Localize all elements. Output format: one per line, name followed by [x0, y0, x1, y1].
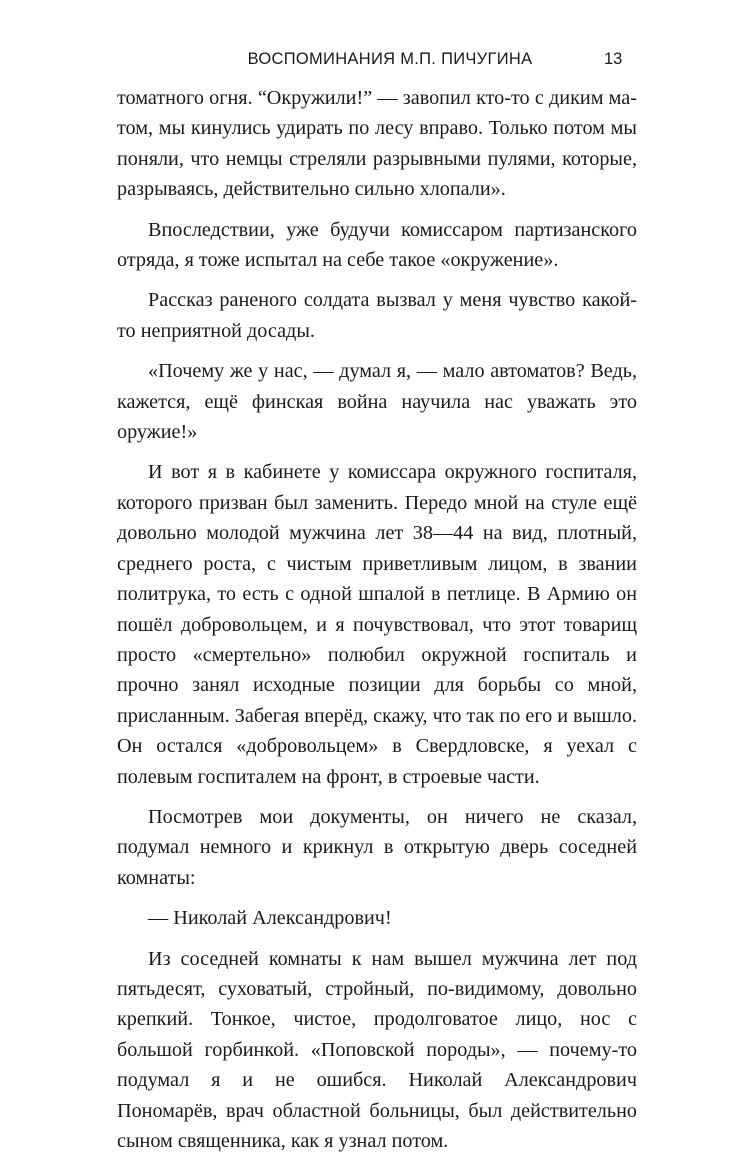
paragraph-quote: «Почему же у нас, — думал я, — мало автоматов? Ведь, кажется, ещё финская война научила нас уважать это оружие!» [117, 360, 637, 444]
paragraph: Впоследствии, уже будучи комиссаром партизанского отряда, я тоже испытал на себе такое «окружение». [117, 218, 637, 272]
paragraph: Рассказ раненого солдата вызвал у меня чувство какой-то неприятной досады. [117, 289, 637, 342]
paragraph: Из соседней комнаты к нам вышел мужчина лет под пятьдесят, суховатый, стройный, по-видимому, довольно крепкий. Тонкое, чистое, продолговатое лицо, нос с большой горбинкой. «Поповской породы», — почему-то подумал я и не ошибся. Николай Александрович Пономарёв, врач областной больницы, был действительно сыном священника, как я узнал потом. [117, 947, 637, 1152]
paragraph: И вот я в кабинете у комиссара окружного госпиталя, которого призван был заменить. Передо мной на стуле ещё довольно молодой мужчина лет 38—44 на вид, плотный, среднего роста, с чистым приветливым лицом, в звании политрука, то есть с одной шпалой в петлице. В Армию он пошёл добровольцем, и я почувствовал, что этот товарищ просто «смертельно» полюбил окружной госпиталь и прочно занял исходные позиции для борьбы со мной, присланным. Забегая вперёд, скажу, что так по его и вышло. Он остался «добровольцем» в Свердловске, я уехал с полевым госпиталем на фронт, в строевые части. [117, 461, 637, 788]
running-header [0, 50, 750, 74]
running-header-title: ВОСПОМИНАНИЯ М.П. ПИЧУГИНА [247, 50, 533, 68]
body-text [117, 83, 637, 1166]
paragraph-continued: томатного огня. “Окружили!” — завопил кто-то с диким матом, мы кинулись удирать по лесу вправо. Только потом мы поняли, что немцы стреляли разрывными пулями, которые, разрываясь, действительно сильно хлопали». [117, 87, 637, 201]
paragraph-dialogue: — Николай Александрович! [148, 907, 392, 930]
paragraph: Посмотрев мои документы, он ничего не сказал, подумал немного и крикнул в открытую дверь соседней комнаты: [117, 805, 637, 889]
page-number: 13 [604, 50, 623, 68]
